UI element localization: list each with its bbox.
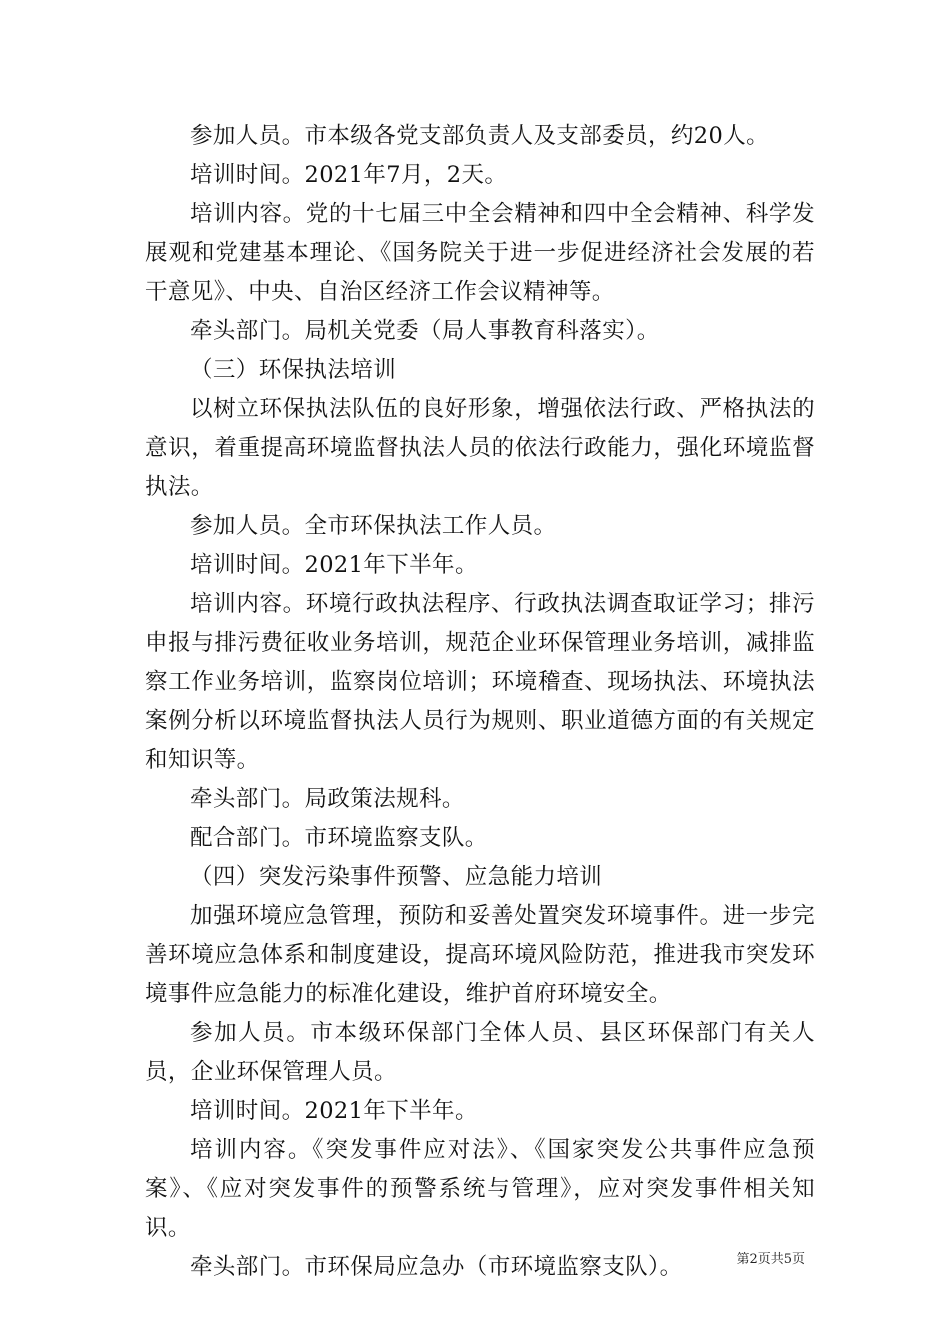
paragraph-lead-dept-3: 牵头部门。局政策法规科。 (190, 786, 465, 812)
paragraph-participants-3: 参加人员。全市环保执法工作人员。 (190, 513, 557, 539)
paragraph-coop-dept-3: 配合部门。市环境监察支队。 (190, 825, 488, 851)
paragraph-training-time-3: 培训时间。2021年下半年。 (190, 552, 478, 578)
paragraph-lead-dept-1: 牵头部门。局机关党委（局人事教育科落实）。 (190, 318, 660, 344)
page-number-footer: 第2页共5页 (736, 1252, 805, 1267)
paragraph-training-time-4: 培训时间。2021年下半年。 (190, 1098, 478, 1124)
paragraph-participants-4: 参加人员。市本级环保部门全体人员、县区环保部门有关人员，企业环保管理人员。 (145, 1020, 815, 1085)
paragraph-training-time-1: 培训时间。2021年7月，2天。 (190, 162, 508, 188)
paragraph-participants-1: 参加人员。市本级各党支部负责人及支部委员，约20人。 (190, 123, 770, 149)
paragraph-lead-dept-4: 牵头部门。市环保局应急办（市环境监察支队）。 (190, 1254, 683, 1280)
paragraph-training-content-4: 培训内容。《突发事件应对法》、《国家突发公共事件应急预案》、《应对突发事件的预警系统与管理》，应对突发事件相关知识。 (145, 1137, 815, 1241)
section-heading-4: （四）突发污染事件预警、应急能力培训 (190, 864, 603, 890)
document-body (145, 117, 815, 1287)
paragraph-section-4-intro: 加强环境应急管理，预防和妥善处置突发环境事件。进一步完善环境应急体系和制度建设，提高环境风险防范，推进我市突发环境事件应急能力的标准化建设，维护首府环境安全。 (145, 903, 815, 1007)
paragraph-training-content-3: 培训内容。环境行政执法程序、行政执法调查取证学习；排污申报与排污费征收业务培训，规范企业环保管理业务培训，减排监察工作业务培训，监察岗位培训；环境稽查、现场执法、环境执法案例分析以环境监督执法人员行为规则、职业道德方面的有关规定和知识等。 (145, 591, 815, 773)
paragraph-training-content-1: 培训内容。党的十七届三中全会精神和四中全会精神、科学发展观和党建基本理论、《国务院关于进一步促进经济社会发展的若干意见》、中央、自治区经济工作会议精神等。 (145, 201, 815, 305)
section-heading-3: （三）环保执法培训 (190, 357, 397, 383)
paragraph-section-3-intro: 以树立环保执法队伍的良好形象，增强依法行政、严格执法的意识，着重提高环境监督执法人员的依法行政能力，强化环境监督执法。 (145, 396, 815, 500)
